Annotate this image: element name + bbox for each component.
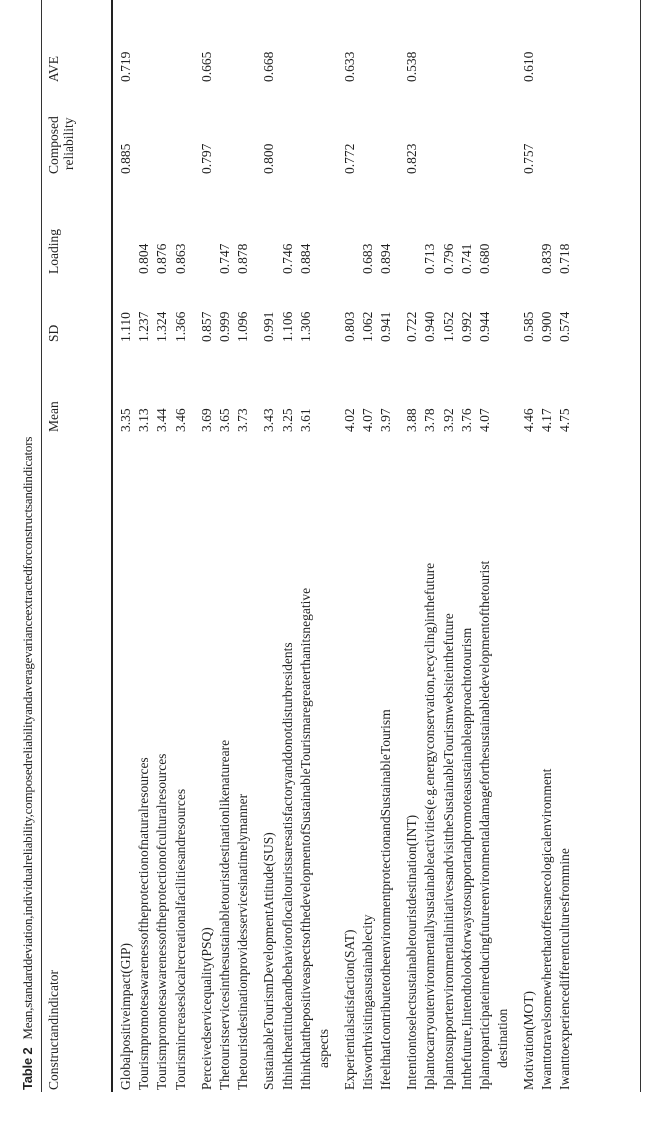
indicator-cell bbox=[520, 432, 538, 1090]
sd-cell-text: 1.324 bbox=[154, 311, 170, 342]
ave-cell-text: 0.610 bbox=[521, 51, 536, 82]
indicator-cell-text: Ithinktheattitudeandbehavioroflocaltouristsaresatisfactoryanddonotdisturbresidents bbox=[279, 642, 295, 1090]
mean-cell bbox=[440, 342, 458, 432]
sd-cell-text: 0.574 bbox=[557, 311, 573, 342]
header-indicator: Constructandindicator bbox=[46, 970, 61, 1090]
indicator-row bbox=[458, 22, 476, 1090]
composed-reliability-cell-text: 0.885 bbox=[118, 143, 133, 174]
sd-cell-text: 0.992 bbox=[458, 311, 474, 342]
composed-reliability-cell bbox=[234, 82, 252, 174]
ave-cell bbox=[421, 22, 439, 82]
mean-cell bbox=[341, 342, 359, 432]
ave-cell bbox=[440, 22, 458, 82]
mean-cell bbox=[135, 342, 153, 432]
ave-cell bbox=[458, 22, 476, 82]
group-spacer bbox=[512, 22, 520, 1090]
composed-reliability-cell-text: 0.757 bbox=[521, 143, 536, 174]
indicator-cell-text: SustainableTourismDevelopmentAttitude(SUS) bbox=[261, 832, 277, 1090]
sd-cell-text: 0.944 bbox=[477, 311, 492, 342]
mean-cell-text: 3.69 bbox=[198, 408, 214, 432]
mean-cell bbox=[279, 342, 297, 432]
loading-cell bbox=[172, 174, 190, 274]
mean-cell-text: 3.35 bbox=[118, 408, 133, 432]
sd-cell bbox=[520, 274, 538, 342]
sd-cell-text: 0.900 bbox=[539, 311, 555, 342]
loading-cell bbox=[111, 174, 135, 274]
loading-cell bbox=[520, 174, 538, 274]
indicator-cell bbox=[135, 432, 153, 1090]
bottom-rule bbox=[640, 0, 641, 1092]
sd-cell bbox=[476, 274, 512, 342]
composed-reliability-cell bbox=[520, 82, 538, 174]
mean-cell-text: 3.65 bbox=[216, 408, 232, 432]
header-loading: Loading bbox=[46, 229, 61, 274]
loading-cell-text: 0.747 bbox=[216, 243, 232, 274]
table-body bbox=[111, 22, 575, 1090]
ave-cell bbox=[520, 22, 538, 82]
loading-cell bbox=[198, 174, 216, 274]
indicator-cell-text: IthinkthatthepositiveaspectsofthedevelopmentofSustainableTourismaregreaterthanitsnegative bbox=[297, 587, 313, 1090]
composed-reliability-cell bbox=[359, 82, 377, 174]
sd-cell bbox=[440, 274, 458, 342]
sd-cell bbox=[458, 274, 476, 342]
composed-reliability-cell bbox=[377, 82, 395, 174]
indicator-cell-text: Tourismpromotesawarenessoftheprotectionofnaturalresources bbox=[136, 757, 152, 1090]
sd-cell bbox=[403, 274, 421, 342]
sd-cell bbox=[556, 274, 574, 342]
ave-cell bbox=[260, 22, 278, 82]
mean-cell bbox=[172, 342, 190, 432]
construct-row bbox=[341, 22, 359, 1090]
composed-reliability-cell bbox=[198, 82, 216, 174]
mean-cell-text: 3.13 bbox=[136, 408, 152, 432]
sd-cell bbox=[279, 274, 297, 342]
mean-cell bbox=[377, 342, 395, 432]
indicator-cell bbox=[279, 432, 297, 1090]
indicator-cell bbox=[234, 432, 252, 1090]
ave-cell bbox=[216, 22, 234, 82]
composed-reliability-cell bbox=[135, 82, 153, 174]
group-spacer bbox=[333, 22, 341, 1090]
indicator-cell bbox=[216, 432, 234, 1090]
loading-cell bbox=[458, 174, 476, 274]
composed-reliability-cell-text: 0.772 bbox=[341, 143, 357, 174]
loading-cell bbox=[153, 174, 171, 274]
indicator-cell bbox=[377, 432, 395, 1090]
sd-cell-text: 0.991 bbox=[261, 311, 277, 342]
indicator-row bbox=[538, 22, 556, 1090]
sd-cell-text: 1.106 bbox=[279, 311, 295, 342]
ave-cell bbox=[476, 22, 512, 82]
loading-cell-text: 0.713 bbox=[422, 243, 438, 274]
sd-cell-text: 0.803 bbox=[341, 311, 357, 342]
ave-cell bbox=[297, 22, 333, 82]
composed-reliability-cell bbox=[216, 82, 234, 174]
sd-cell-text: 1.110 bbox=[118, 312, 133, 342]
indicator-cell bbox=[403, 432, 421, 1090]
group-spacer bbox=[252, 22, 260, 1090]
indicator-cell bbox=[172, 432, 190, 1090]
loading-cell bbox=[260, 174, 278, 274]
indicator-continuation: aspects bbox=[315, 1029, 331, 1068]
header-sd: SD bbox=[46, 324, 61, 342]
sd-cell bbox=[260, 274, 278, 342]
composed-reliability-cell-text: 0.823 bbox=[404, 143, 420, 174]
construct-row bbox=[260, 22, 278, 1090]
indicator-cell-text: Globalpositiveimpact(GIP) bbox=[118, 943, 133, 1090]
mean-cell-text: 4.07 bbox=[359, 408, 375, 432]
indicator-cell-text: Thetouristservicesinthesustainabletouristdestinationlikenatureare bbox=[216, 739, 232, 1090]
mean-cell bbox=[216, 342, 234, 432]
ave-cell bbox=[198, 22, 216, 82]
header-cr-line2: reliability bbox=[61, 117, 76, 170]
indicator-cell bbox=[297, 432, 333, 1090]
sd-cell-text: 0.722 bbox=[404, 311, 420, 342]
loading-cell bbox=[279, 174, 297, 274]
composed-reliability-cell-text: 0.800 bbox=[261, 143, 277, 174]
sd-cell-text: 1.237 bbox=[136, 311, 152, 342]
composed-reliability-cell bbox=[458, 82, 476, 174]
indicator-cell-text: Iplantoparticipateinreducingfutureenvironmentaldamageforthesustainabledevelopmentofthetourist bbox=[477, 560, 492, 1090]
sd-cell bbox=[341, 274, 359, 342]
group-spacer bbox=[395, 22, 403, 1090]
mean-cell bbox=[111, 342, 135, 432]
loading-cell-text: 0.876 bbox=[154, 243, 170, 274]
indicator-cell-text: Motivation(MOT) bbox=[521, 991, 536, 1090]
mean-cell-text: 4.02 bbox=[341, 408, 357, 432]
indicator-cell-text: Intentiontoselectsustainabletouristdestination(INT) bbox=[404, 814, 420, 1090]
loading-cell-text: 0.796 bbox=[440, 243, 456, 274]
loading-cell bbox=[476, 174, 512, 274]
sd-cell bbox=[172, 274, 190, 342]
indicator-row bbox=[421, 22, 439, 1090]
mean-cell bbox=[476, 342, 512, 432]
indicator-cell-text: Tourismpromotesawarenessoftheprotectionofculturalresources bbox=[154, 753, 170, 1090]
indicator-cell bbox=[198, 432, 216, 1090]
composed-reliability-cell bbox=[476, 82, 512, 174]
sd-cell-text: 0.940 bbox=[422, 311, 438, 342]
indicator-cell bbox=[476, 432, 512, 1090]
indicator-row bbox=[476, 22, 512, 1090]
ave-cell-text: 0.633 bbox=[341, 51, 357, 82]
composed-reliability-cell bbox=[556, 82, 574, 174]
sd-cell-text: 1.062 bbox=[359, 311, 375, 342]
mean-cell-text: 3.78 bbox=[422, 408, 438, 432]
loading-cell-text: 0.863 bbox=[172, 243, 188, 274]
header-row bbox=[46, 22, 111, 1090]
sd-cell bbox=[359, 274, 377, 342]
sd-cell bbox=[234, 274, 252, 342]
composed-reliability-cell bbox=[297, 82, 333, 174]
loading-cell bbox=[538, 174, 556, 274]
loading-cell-text: 0.746 bbox=[279, 243, 295, 274]
composed-reliability-cell bbox=[172, 82, 190, 174]
sd-cell bbox=[216, 274, 234, 342]
sd-cell bbox=[135, 274, 153, 342]
mean-cell bbox=[297, 342, 333, 432]
ave-cell bbox=[172, 22, 190, 82]
indicator-row bbox=[216, 22, 234, 1090]
loading-cell-text: 0.683 bbox=[359, 243, 375, 274]
construct-row bbox=[403, 22, 421, 1090]
composed-reliability-cell bbox=[111, 82, 135, 174]
indicator-cell-text: Perceivedservicequality(PSQ) bbox=[198, 927, 214, 1090]
header-composed-reliability bbox=[46, 82, 111, 174]
mean-cell-text: 3.61 bbox=[297, 408, 313, 432]
indicator-cell-text: Inthefuture,Iintendtolookforwaystosupportandpromoteasustainableapproachtotourism bbox=[458, 627, 474, 1090]
sd-cell bbox=[377, 274, 395, 342]
sd-cell-text: 1.052 bbox=[440, 311, 456, 342]
composed-reliability-cell bbox=[153, 82, 171, 174]
header-mean: Mean bbox=[46, 401, 61, 432]
ave-cell-text: 0.538 bbox=[404, 51, 420, 82]
indicator-cell-text: Tourismincreaseslocalrecreationalfacilitiesandresources bbox=[172, 788, 188, 1090]
mean-cell-text: 3.88 bbox=[404, 408, 420, 432]
indicator-row bbox=[359, 22, 377, 1090]
mean-cell-text: 3.25 bbox=[279, 408, 295, 432]
composed-reliability-cell bbox=[440, 82, 458, 174]
mean-cell bbox=[538, 342, 556, 432]
mean-cell-text: 3.73 bbox=[235, 408, 251, 432]
loading-cell-text: 0.839 bbox=[539, 243, 555, 274]
mean-cell-text: 4.75 bbox=[557, 408, 573, 432]
indicator-row bbox=[377, 22, 395, 1090]
composed-reliability-cell bbox=[421, 82, 439, 174]
loading-cell bbox=[403, 174, 421, 274]
ave-cell-text: 0.719 bbox=[118, 51, 133, 82]
indicator-cell bbox=[111, 432, 135, 1090]
ave-cell-text: 0.665 bbox=[198, 51, 214, 82]
loading-cell-text: 0.718 bbox=[557, 243, 573, 274]
loading-cell-text: 0.741 bbox=[458, 243, 474, 274]
mean-cell-text: 3.43 bbox=[261, 408, 277, 432]
composed-reliability-cell bbox=[279, 82, 297, 174]
composed-reliability-cell-text: 0.797 bbox=[198, 143, 214, 174]
indicator-row bbox=[297, 22, 333, 1090]
ave-cell bbox=[341, 22, 359, 82]
mean-cell-text: 4.17 bbox=[539, 408, 555, 432]
ave-cell bbox=[279, 22, 297, 82]
sd-cell-text: 0.999 bbox=[216, 311, 232, 342]
loading-cell bbox=[556, 174, 574, 274]
indicator-continuation: destination bbox=[495, 1008, 510, 1068]
sd-cell bbox=[297, 274, 333, 342]
ave-cell bbox=[359, 22, 377, 82]
loading-cell bbox=[421, 174, 439, 274]
table-caption-text: Mean,standarddeviation,individualreliability,composedreliabilityandaveragevarianceextractedforconstructsandindicators bbox=[20, 436, 35, 1040]
data-table bbox=[46, 22, 575, 1090]
ave-cell bbox=[556, 22, 574, 82]
header-cr-line1: Composed bbox=[46, 116, 61, 174]
sd-cell-text: 0.857 bbox=[198, 311, 214, 342]
ave-cell bbox=[111, 22, 135, 82]
loading-cell bbox=[135, 174, 153, 274]
mean-cell bbox=[421, 342, 439, 432]
loading-cell bbox=[341, 174, 359, 274]
ave-cell bbox=[538, 22, 556, 82]
mean-cell bbox=[198, 342, 216, 432]
mean-cell bbox=[153, 342, 171, 432]
indicator-cell-text: IfeelthatIcontributetotheenvironmentprotectionandSustainableTourism bbox=[378, 709, 394, 1090]
ave-cell bbox=[403, 22, 421, 82]
loading-cell-text: 0.878 bbox=[235, 243, 251, 274]
header-ave: AVE bbox=[46, 55, 61, 82]
loading-cell-text: 0.894 bbox=[378, 243, 394, 274]
loading-cell-text: 0.680 bbox=[477, 243, 492, 274]
indicator-cell bbox=[359, 432, 377, 1090]
loading-cell bbox=[297, 174, 333, 274]
sd-cell bbox=[153, 274, 171, 342]
mean-cell-text: 3.44 bbox=[154, 408, 170, 432]
table-label: Table 2 bbox=[20, 1047, 35, 1090]
composed-reliability-cell bbox=[341, 82, 359, 174]
indicator-cell-text: Itisworthvisitingasustainablecity bbox=[359, 914, 375, 1090]
ave-cell bbox=[153, 22, 171, 82]
ave-cell bbox=[377, 22, 395, 82]
indicator-row bbox=[556, 22, 574, 1090]
indicator-row bbox=[279, 22, 297, 1090]
indicator-cell-text: IplantosupportenvironmentalinitiativesandvisittheSustainableTourismwebsiteinthefuture bbox=[440, 613, 456, 1090]
ave-cell bbox=[135, 22, 153, 82]
loading-cell-text: 0.884 bbox=[297, 243, 313, 274]
mean-cell-text: 4.46 bbox=[521, 408, 536, 432]
indicator-cell-text: Experientialsatisfaction(SAT) bbox=[341, 929, 357, 1090]
indicator-cell bbox=[538, 432, 556, 1090]
sd-cell bbox=[538, 274, 556, 342]
mean-cell-text: 3.76 bbox=[458, 408, 474, 432]
mean-cell bbox=[458, 342, 476, 432]
sd-cell-text: 0.585 bbox=[521, 311, 536, 342]
composed-reliability-cell bbox=[538, 82, 556, 174]
mean-cell bbox=[520, 342, 538, 432]
composed-reliability-cell bbox=[403, 82, 421, 174]
indicator-cell-text: Thetouristdestinationprovidesservicesinatimelymanner bbox=[235, 793, 251, 1090]
indicator-cell bbox=[153, 432, 171, 1090]
loading-cell bbox=[234, 174, 252, 274]
ave-cell-text: 0.668 bbox=[261, 51, 277, 82]
loading-cell bbox=[216, 174, 234, 274]
sd-cell bbox=[198, 274, 216, 342]
indicator-row bbox=[234, 22, 252, 1090]
indicator-cell-text: Iwanttotravelsomewherethatoffersanecologicalenvironment bbox=[539, 768, 555, 1090]
top-rule bbox=[41, 0, 42, 1092]
mean-cell bbox=[556, 342, 574, 432]
construct-row bbox=[111, 22, 135, 1090]
mean-cell-text: 3.46 bbox=[172, 408, 188, 432]
sd-cell bbox=[111, 274, 135, 342]
mean-cell-text: 4.07 bbox=[477, 408, 492, 432]
mean-cell bbox=[359, 342, 377, 432]
sd-cell-text: 0.941 bbox=[378, 311, 394, 342]
mean-cell bbox=[403, 342, 421, 432]
sd-cell-text: 1.366 bbox=[172, 311, 188, 342]
construct-row bbox=[520, 22, 538, 1090]
indicator-cell bbox=[260, 432, 278, 1090]
loading-cell bbox=[440, 174, 458, 274]
indicator-cell-text: Iplantocarryoutenvironmentallysustainableactivities(e.g.energyconservation,recycling)inthefuture bbox=[422, 562, 438, 1090]
indicator-cell bbox=[556, 432, 574, 1090]
indicator-row bbox=[135, 22, 153, 1090]
indicator-row bbox=[172, 22, 190, 1090]
mean-cell-text: 3.97 bbox=[378, 408, 394, 432]
indicator-cell bbox=[440, 432, 458, 1090]
loading-cell bbox=[359, 174, 377, 274]
mean-cell-text: 3.92 bbox=[440, 408, 456, 432]
indicator-row bbox=[153, 22, 171, 1090]
loading-cell-text: 0.804 bbox=[136, 243, 152, 274]
loading-cell bbox=[377, 174, 395, 274]
table-caption bbox=[20, 437, 36, 1090]
construct-row bbox=[198, 22, 216, 1090]
sd-cell-text: 1.096 bbox=[235, 311, 251, 342]
indicator-cell bbox=[341, 432, 359, 1090]
sd-cell bbox=[421, 274, 439, 342]
indicator-cell-text: Iwanttoexperiencedifferentculturesfrommine bbox=[557, 848, 573, 1090]
sd-cell-text: 1.306 bbox=[297, 311, 313, 342]
indicator-cell bbox=[458, 432, 476, 1090]
group-spacer bbox=[190, 22, 198, 1090]
indicator-cell bbox=[421, 432, 439, 1090]
ave-cell bbox=[234, 22, 252, 82]
indicator-row bbox=[440, 22, 458, 1090]
composed-reliability-cell bbox=[260, 82, 278, 174]
mean-cell bbox=[234, 342, 252, 432]
mean-cell bbox=[260, 342, 278, 432]
